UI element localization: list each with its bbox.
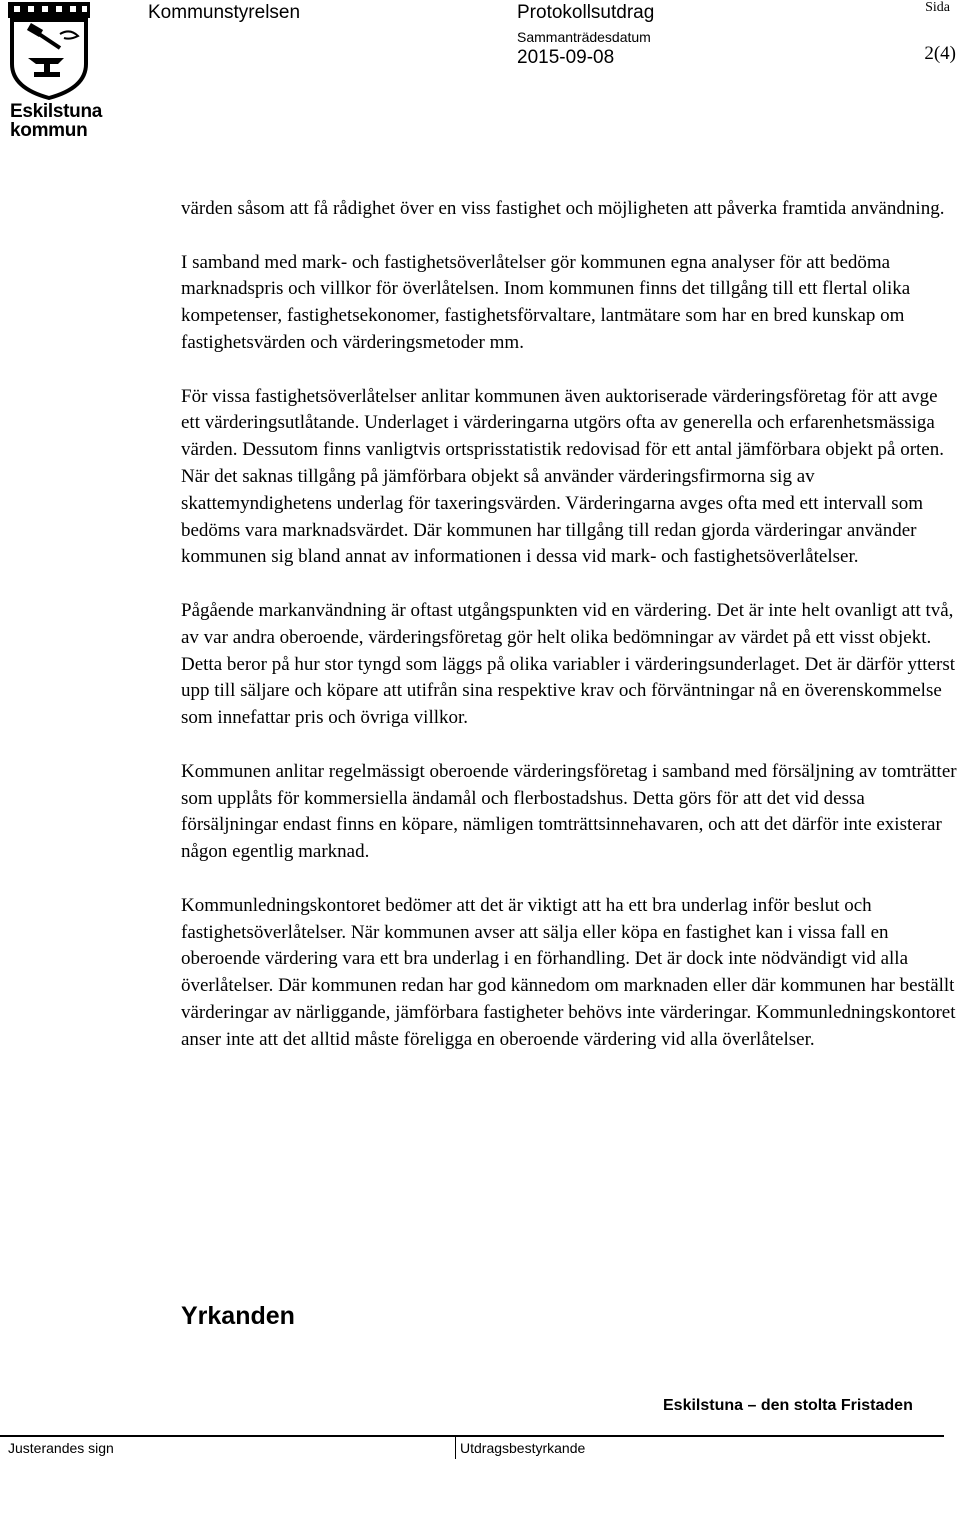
organization-name: Kommunstyrelsen	[148, 2, 301, 23]
logo-wordmark	[10, 102, 102, 140]
section-heading: Yrkanden	[181, 1302, 295, 1330]
meeting-date: 2015-09-08	[517, 47, 615, 68]
logo-line-eskilstuna: Eskilstuna	[10, 101, 103, 122]
document-type: Protokollsutdrag	[517, 2, 655, 23]
document-body	[181, 196, 960, 1080]
page-label: Sida	[925, 0, 950, 15]
footer-separator	[455, 1437, 456, 1459]
paragraph: värden såsom att få rådighet över en viss fastighet och möjligheten att påverka framtida användning.	[181, 198, 945, 219]
municipality-logo	[4, 2, 103, 141]
footer-slogan: Eskilstuna – den stolta Fristaden	[663, 1397, 913, 1414]
paragraph: För vissa fastighetsöverlåtelser anlitar kommunen även auktoriserade värderingsföretag för att avge ett värderingsutlåtande. Underlaget i värderingarna utgörs ofta av generella och erfarenhetsmässiga värden. Dessutom finns vanligtvis ortsprisstatistik redovisad för ett antal jämförbara objekt på orten. När det saknas tillgång på jämförbara objekt så använder värderingsfirmorna sig av skattemyndighetens underlag för taxeringsvärden. Värderingarna avges ofta med ett intervall som bedöms vara marknadsvärdet. Där kommunen har tillgång till redan gjorda värderingar använder kommunen sig bland annat av informationen i dessa vid mark- och fastighetsöverlåtelser.	[181, 385, 944, 568]
date-label: Sammanträdesdatum	[517, 29, 651, 45]
page-number: 2(4)	[924, 43, 956, 64]
sign-label: Justerandes sign	[8, 1440, 114, 1456]
footer-divider	[0, 1435, 944, 1437]
paragraph: Pågående markanvändning är oftast utgångspunkten vid en värdering. Det är inte helt ovanligt att två, av var andra oberoende, värderingsföretag gör helt olika bedömningar av värdet på ett visst objekt. Detta beror på hur stor tyngd som läggs på olika variabler i värderingsunderlaget. Det är därför ytterst upp till säljare och köpare att utifrån sina respektive krav och förväntningar nå en överenskommelse som innefattar pris och övriga villkor.	[181, 599, 955, 729]
extract-label: Utdragsbestyrkande	[460, 1440, 586, 1456]
paragraph: Kommunen anlitar regelmässigt oberoende värderingsföretag i samband med försäljning av tomträtter som upplåts för kommersiella ändamål och flerbostadshus. Detta görs för att det vid dessa försäljningar endast finns en köpare, nämligen tomträttsinnehavaren, och att det därför inte existerar någon egentlig marknad.	[181, 760, 957, 863]
paragraph: Kommunledningskontoret bedömer att det är viktigt att ha ett bra underlag inför beslut och fastighetsöverlåtelser. När kommunen avser att sälja eller köpa en fastighet kan i vissa fall en oberoende värdering vara ett bra underlag i en förhandling. Det är dock inte nödvändigt vid alla överlåtelser. Där kommunen redan har god kännedom om marknaden eller där kommunen har beställt värderingar av närliggande, jämförbara fastigheter behövs inte värderingar. Kommunledningskontoret anser inte att det alltid måste föreligga en oberoende värdering vid alla överlåtelser.	[181, 894, 956, 1050]
coat-of-arms-icon	[4, 2, 94, 100]
logo-line-kommun: kommun	[10, 120, 88, 141]
paragraph: I samband med mark- och fastighetsöverlåtelser gör kommunen egna analyser för att bedöma marknadspris och villkor för överlåtelsen. Inom kommunen finns det tillgång till ett flertal olika kompetenser, fastighetsekonomer, fastighetsförvaltare, lantmätare som har en bred kunskap om fastighetsvärden och värderingsmetoder mm.	[181, 251, 911, 353]
